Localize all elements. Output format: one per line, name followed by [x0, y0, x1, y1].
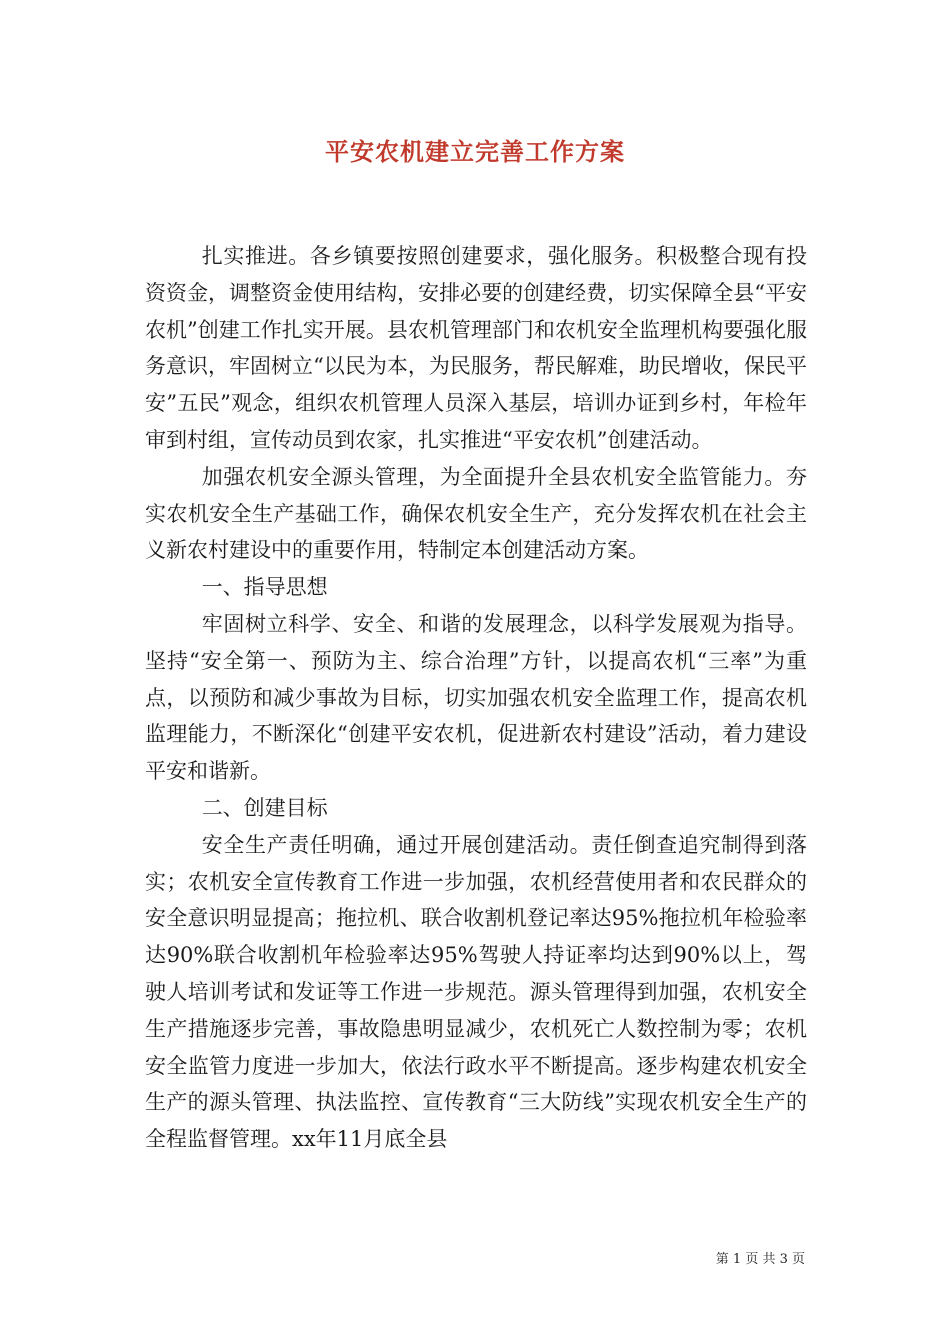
- document-body: [145, 238, 807, 1158]
- section-heading-goals: 二、创建目标: [201, 795, 328, 820]
- paragraph-guiding-ideology: 牢固树立科学、安全、和谐的发展理念，以科学发展观为指导。坚持“安全第一、预防为主、综合治理”方针，以提高农机“三率”为重点，以预防和减少事故为目标，切实加强农机安全监理工作，提高农机监理能力，不断深化“创建平安农机，促进新农村建设”活动，着力建设平安和谐新。: [145, 611, 807, 784]
- paragraph-intro: 扎实推进。各乡镇要按照创建要求，强化服务。积极整合现有投资资金，调整资金使用结构，安排必要的创建经费，切实保障全县“平安农机”创建工作扎实开展。县农机管理部门和农机安全监理机构要强化服务意识，牢固树立“以民为本，为民服务，帮民解难，助民增收，保民平安”五民”观念，组织农机管理人员深入基层，培训办证到乡村，年检年审到村组，宣传动员到农家，扎实推进“平安农机”创建活动。: [145, 244, 807, 452]
- page-number-footer: 第 1 页 共 3 页: [715, 1252, 805, 1267]
- paragraph-goals: 安全生产责任明确，通过开展创建活动。责任倒查追究制得到落实；农机安全宣传教育工作进一步加强，农机经营使用者和农民群众的安全意识明显提高；拖拉机、联合收割机登记率达95%拖拉机年检验率达90%联合收割机年检验率达95%驾驶人持证率均达到90%以上，驾驶人培训考试和发证等工作进一步规范。源头管理得到加强，农机安全生产措施逐步完善，事故隐患明显减少，农机死亡人数控制为零；农机安全监管力度进一步加大，依法行政水平不断提高。逐步构建农机安全生产的源头管理、执法监控、宣传教育“三大防线”实现农机安全生产的全程监督管理。xx年11月底全县: [145, 832, 807, 1152]
- paragraph-purpose: 加强农机安全源头管理，为全面提升全县农机安全监管能力。夯实农机安全生产基础工作，确保农机安全生产，充分发挥农机在社会主义新农村建设中的重要作用，特制定本创建活动方案。: [145, 464, 807, 563]
- section-heading-guiding-ideology: 一、指导思想: [201, 575, 328, 600]
- document-title: 平安农机建立完善工作方案: [325, 137, 625, 166]
